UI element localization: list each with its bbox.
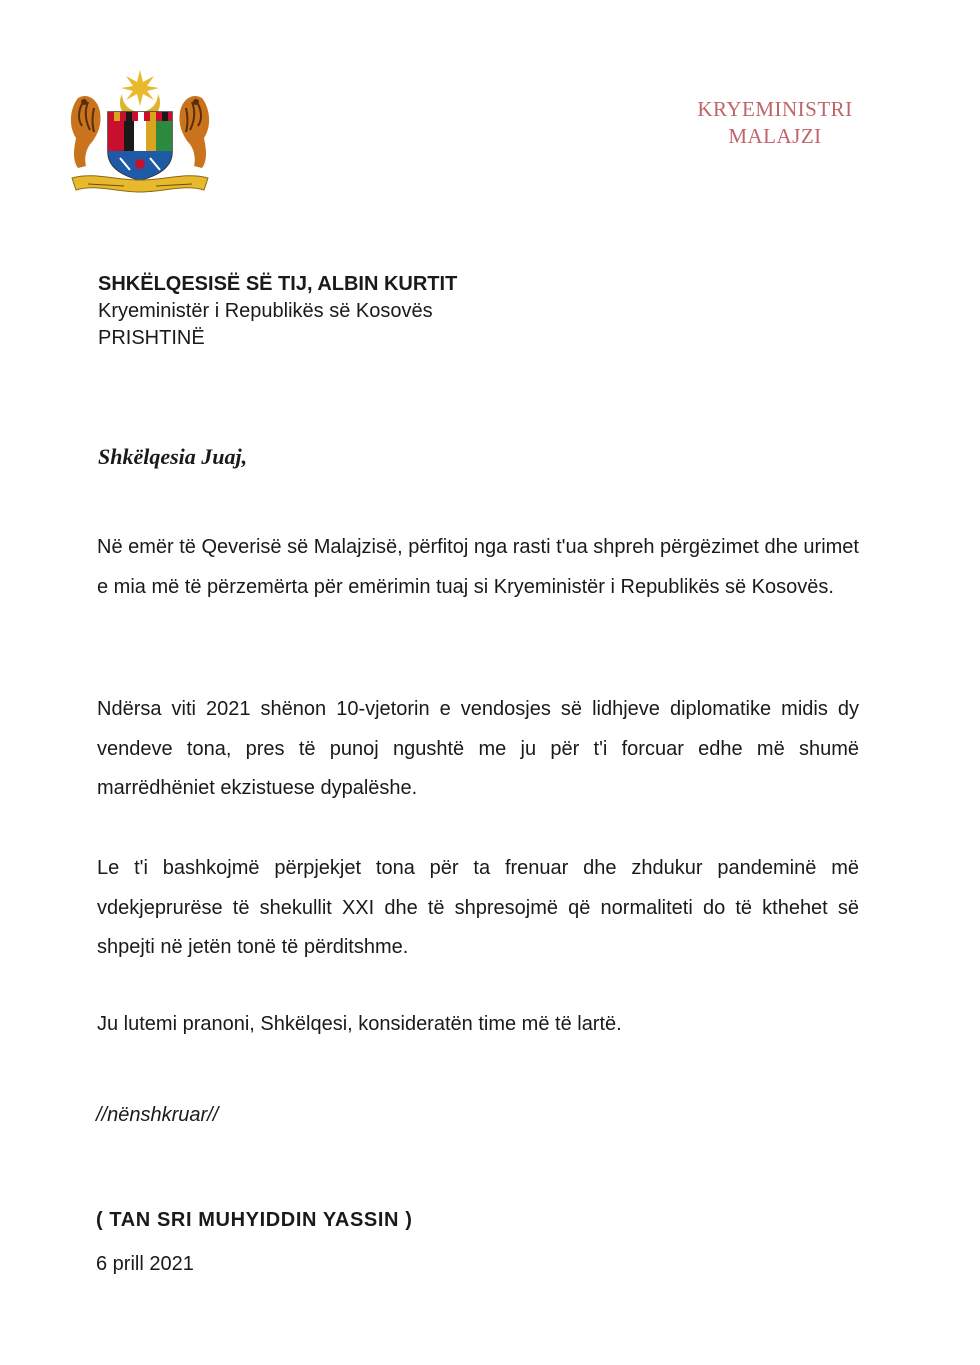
malaysia-coat-of-arms-icon — [64, 68, 216, 196]
paragraph-3: Le t'i bashkojmë përpjekjet tona për ta frenuar dhe zhdukur pandeminë më vdekjeprurëse të shekullit XXI dhe të shpresojmë që normaliteti do të kthehet së shpejti në jetën tonë të përditshme. — [97, 857, 859, 958]
addressee-title: Kryeministër i Republikës së Kosovës — [98, 300, 433, 322]
office-line-1: KRYEMINISTRI — [697, 97, 853, 121]
paragraph-2: Ndërsa viti 2021 shënon 10-vjetorin e vendosjes së lidhjeve diplomatike midis dy vendeve tona, pres të punoj ngushtë me ju për t'i forcuar edhe më shumë marrëdhëniet ekzistuese dypalëshe. — [97, 698, 859, 799]
addressee-city: PRISHTINË — [98, 327, 205, 349]
signed-note: //nënshkruar// — [96, 1104, 219, 1126]
closing-line: Ju lutemi pranoni, Shkëlqesi, konsideratën time më të lartë. — [97, 1013, 622, 1035]
paragraph-1: Në emër të Qeverisë së Malajzisë, përfitoj nga rasti t'ua shpreh përgëzimet dhe urimet e mia më të përzemërta për emërimin tuaj si Kryeministër i Republikës së Kosovës. — [97, 536, 859, 598]
letter-date: 6 prill 2021 — [96, 1253, 194, 1275]
sender-office — [660, 96, 890, 150]
addressee-block — [98, 271, 457, 352]
addressee-name: SHKËLQESISË SË TIJ, ALBIN KURTIT — [98, 273, 458, 295]
office-line-2: MALAJZI — [728, 124, 822, 148]
signer-name: ( TAN SRI MUHYIDDIN YASSIN ) — [96, 1209, 413, 1231]
salutation: Shkëlqesia Juaj, — [98, 444, 248, 469]
